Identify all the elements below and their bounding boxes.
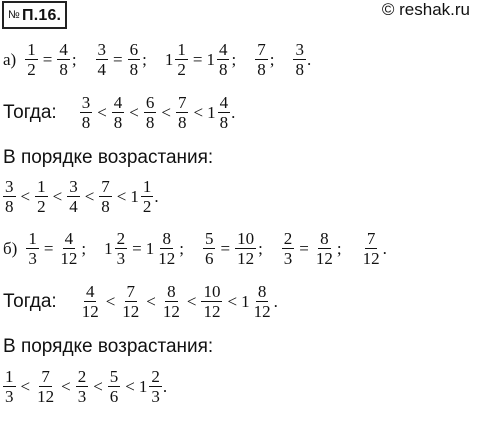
part-a-then-line — [3, 93, 235, 132]
fraction: $\frac{8}{12}$ — [158, 229, 176, 268]
separator: ; — [269, 49, 275, 69]
fraction: $\frac{3}{8}$ — [5, 177, 14, 216]
part-b-equalities — [3, 229, 387, 268]
whole-part: 1 — [206, 49, 215, 69]
part-b-order-line — [2, 367, 167, 406]
less-than-sign: < — [84, 186, 95, 206]
less-than-sign: < — [61, 376, 71, 396]
fraction: $\frac{2}{3}$ — [77, 367, 87, 406]
fraction: $\frac{2}{3}$ — [283, 229, 293, 268]
less-than-sign: < — [227, 291, 238, 311]
fraction: $\frac{7}{8}$ — [177, 93, 187, 132]
fraction: $\frac{8}{12}$ — [315, 229, 333, 268]
equals-sign: = — [192, 49, 203, 69]
fraction: $\frac{2}{3}$ — [151, 367, 160, 406]
fraction: $\frac{3}{4}$ — [97, 40, 107, 79]
separator: ; — [142, 49, 147, 69]
less-than-sign: < — [20, 376, 31, 396]
less-than-sign: < — [193, 102, 204, 122]
fraction: $\frac{7}{12}$ — [37, 367, 55, 406]
whole-part: 1 — [164, 49, 174, 69]
fraction: $\frac{1}{2}$ — [27, 40, 36, 79]
fraction: $\frac{4}{8}$ — [218, 40, 228, 79]
problem-number-badge — [2, 1, 67, 29]
number-sign: № — [8, 9, 21, 21]
fraction: $\frac{7}{8}$ — [257, 40, 266, 79]
fraction: $\frac{5}{6}$ — [109, 367, 119, 406]
less-than-sign: < — [20, 186, 31, 206]
equals-sign: = — [132, 238, 142, 258]
fraction: $\frac{7}{8}$ — [101, 177, 110, 216]
equals-sign: = — [43, 238, 54, 258]
fraction: $\frac{6}{8}$ — [129, 40, 139, 79]
fraction: $\frac{4}{8}$ — [59, 40, 68, 79]
part-a-label: а) — [3, 49, 17, 69]
equals-sign: = — [220, 238, 231, 258]
fraction: $\frac{1}{2}$ — [37, 177, 46, 216]
less-than-sign: < — [161, 102, 171, 122]
separator: ; — [81, 238, 87, 258]
fraction: $\frac{1}{2}$ — [142, 177, 152, 216]
less-than-sign: < — [93, 376, 103, 396]
less-than-sign: < — [146, 291, 156, 311]
equals-sign: = — [42, 49, 53, 69]
fraction: $\frac{10}{12}$ — [237, 229, 255, 268]
ascending-heading: В порядке возрастания: — [3, 147, 214, 168]
period: . — [231, 102, 236, 122]
period: . — [162, 376, 168, 396]
fraction: $\frac{3}{4}$ — [69, 177, 78, 216]
fraction: $\frac{8}{12}$ — [253, 282, 271, 321]
watermark: © reshak.ru — [381, 0, 470, 19]
whole-part: 1 — [241, 291, 250, 311]
period: . — [306, 49, 312, 69]
separator: ; — [179, 238, 184, 258]
then-label: Тогда: — [3, 290, 57, 312]
whole-part: 1 — [104, 238, 113, 258]
then-label: Тогда: — [3, 101, 57, 123]
less-than-sign: < — [116, 186, 127, 206]
less-than-sign: < — [97, 102, 107, 122]
part-a-order-line — [2, 177, 159, 216]
fraction: $\frac{4}{12}$ — [81, 282, 99, 321]
whole-part: 1 — [207, 102, 216, 122]
less-than-sign: < — [186, 291, 197, 311]
fraction: $\frac{4}{8}$ — [113, 93, 123, 132]
fraction: $\frac{8}{12}$ — [162, 282, 180, 321]
fraction: $\frac{7}{12}$ — [362, 229, 380, 268]
whole-part: 1 — [145, 238, 155, 258]
fraction: $\frac{10}{12}$ — [203, 282, 221, 321]
less-than-sign: < — [125, 376, 135, 396]
separator: ; — [231, 49, 237, 69]
fraction: $\frac{6}{8}$ — [145, 93, 155, 132]
fraction: $\frac{1}{3}$ — [5, 367, 14, 406]
less-than-sign: < — [52, 186, 63, 206]
separator: ; — [71, 49, 77, 69]
part-b-then-line — [3, 282, 278, 321]
separator: ; — [258, 238, 263, 258]
fraction: $\frac{2}{3}$ — [116, 229, 126, 268]
separator: ; — [336, 238, 342, 258]
part-a-equalities — [3, 40, 311, 79]
fraction: $\frac{4}{12}$ — [60, 229, 78, 268]
period: . — [382, 238, 387, 258]
fraction: $\frac{3}{8}$ — [295, 40, 304, 79]
less-than-sign: < — [129, 102, 139, 122]
equals-sign: = — [299, 238, 309, 258]
problem-number: П.16. — [22, 7, 62, 24]
fraction: $\frac{3}{8}$ — [81, 93, 91, 132]
whole-part: 1 — [138, 376, 148, 396]
ascending-heading: В порядке возрастания: — [3, 336, 214, 357]
fraction: $\frac{1}{3}$ — [28, 229, 37, 268]
equals-sign: = — [113, 49, 123, 69]
period: . — [154, 186, 159, 206]
fraction: $\frac{1}{2}$ — [177, 40, 186, 79]
fraction: $\frac{4}{8}$ — [219, 93, 229, 132]
fraction: $\frac{7}{12}$ — [122, 282, 140, 321]
fraction: $\frac{5}{6}$ — [204, 229, 214, 268]
less-than-sign: < — [105, 291, 116, 311]
whole-part: 1 — [130, 186, 139, 206]
part-b-label: б) — [3, 238, 18, 258]
period: . — [273, 291, 278, 311]
